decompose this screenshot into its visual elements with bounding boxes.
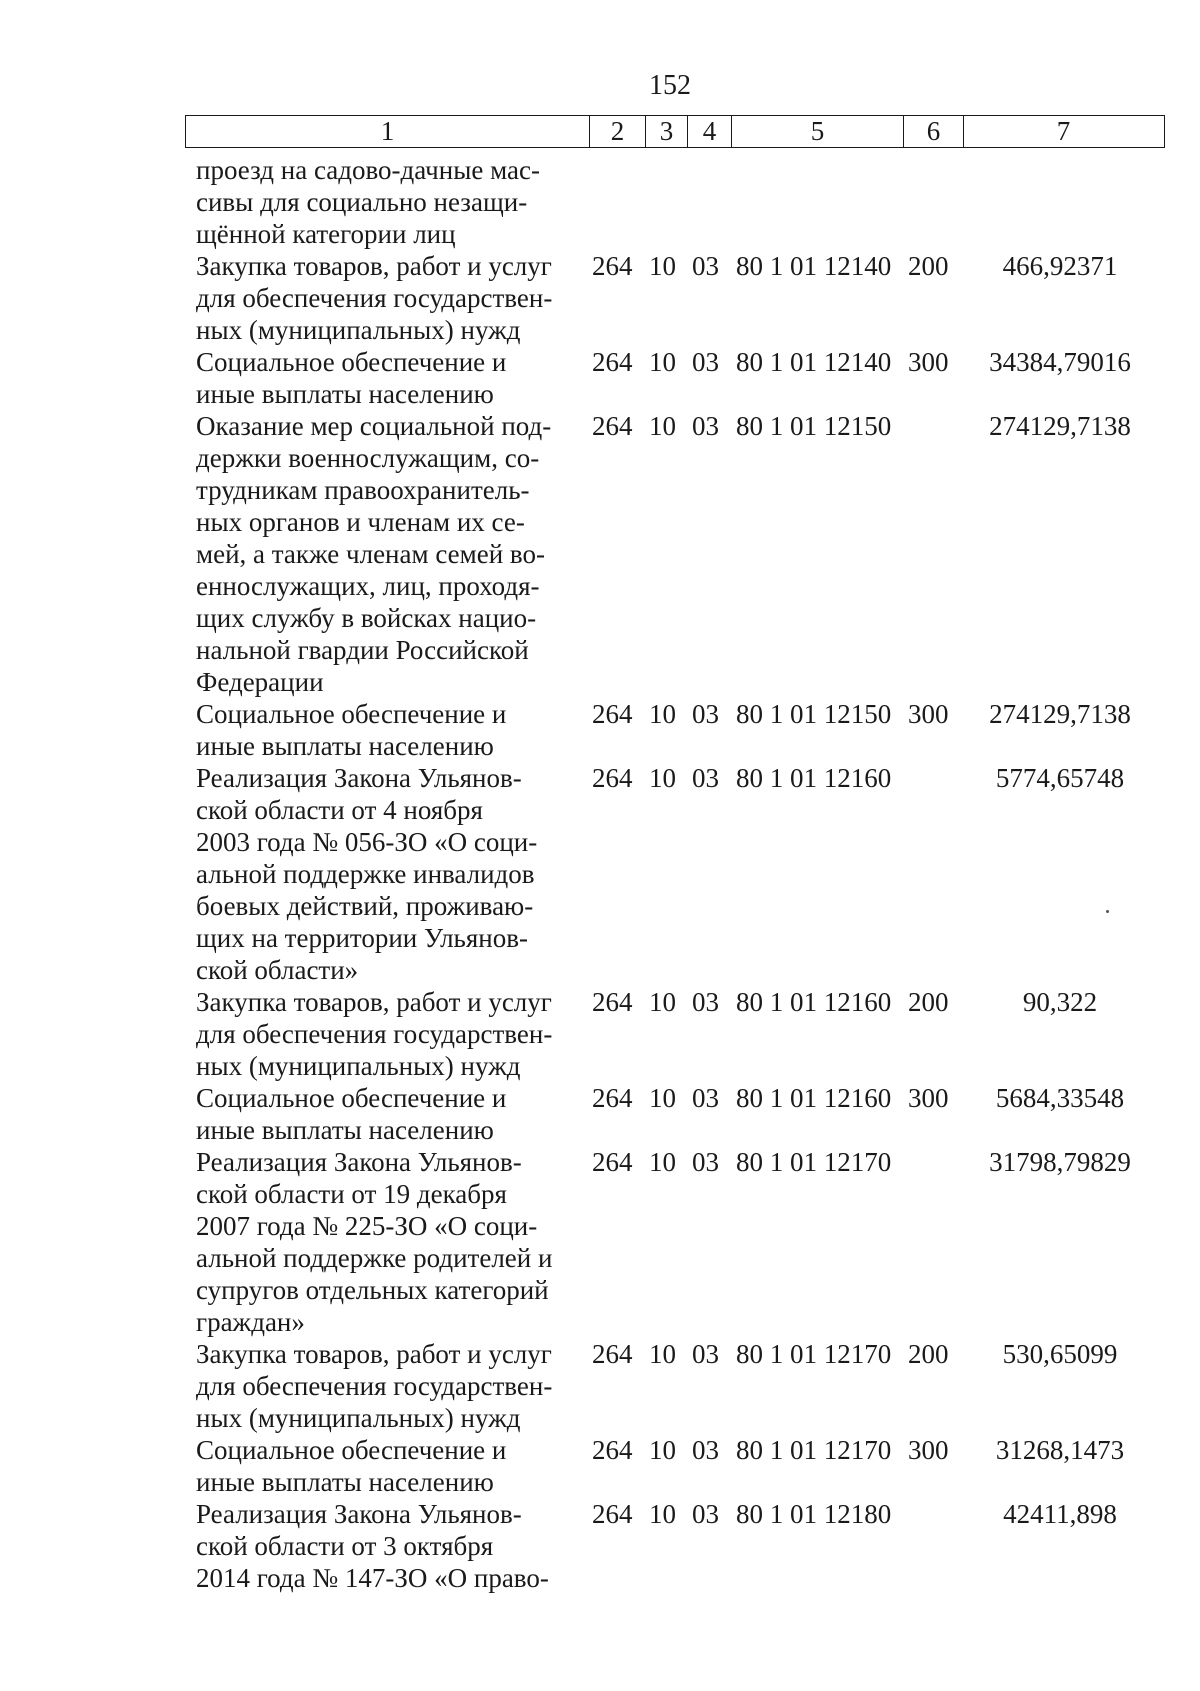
table-row (0, 154, 1200, 250)
row-code-subsection: 03 (692, 987, 719, 1017)
row-amount: 90,322 (1022, 987, 1098, 1017)
table-row (0, 762, 1200, 986)
row-description: Реализация Закона Ульянов- ской области от 3 октября 2014 года № 147-ЗО «О право- (196, 1499, 549, 1593)
row-code-target: 80 1 01 12170 (736, 1435, 892, 1465)
row-amount: 34384,79016 (989, 347, 1131, 377)
table-row (0, 1338, 1200, 1434)
row-code-subsection: 03 (692, 699, 719, 729)
row-code-section: 10 (649, 411, 676, 441)
budget-table-body (0, 154, 1200, 1594)
row-amount: 274129,7138 (989, 699, 1131, 729)
column-header-3: 3 (645, 116, 687, 147)
row-code-section: 10 (649, 699, 676, 729)
row-code-admin: 264 (592, 987, 633, 1017)
table-row (0, 250, 1200, 346)
row-code-subsection: 03 (692, 411, 719, 441)
row-code-admin: 264 (592, 251, 633, 281)
row-amount: 5684,33548 (995, 1083, 1125, 1113)
table-row (0, 698, 1200, 762)
row-code-subsection: 03 (692, 1083, 719, 1113)
row-amount: 5774,65748 (995, 763, 1125, 793)
row-code-admin: 264 (592, 1339, 633, 1369)
table-row (0, 986, 1200, 1082)
row-code-section: 10 (649, 1339, 676, 1369)
row-code-target: 80 1 01 12160 (736, 1083, 892, 1113)
table-row (0, 346, 1200, 410)
row-code-expense-type: 200 (908, 251, 949, 281)
row-code-target: 80 1 01 12180 (736, 1499, 892, 1529)
row-code-admin: 264 (592, 1499, 633, 1529)
table-row (0, 1082, 1200, 1146)
row-code-subsection: 03 (692, 763, 719, 793)
row-code-admin: 264 (592, 1147, 633, 1177)
row-amount: 42411,898 (1003, 1499, 1117, 1529)
scan-speck (1106, 910, 1109, 913)
row-description: Закупка товаров, работ и услуг для обеспечения государствен- ных (муниципальных) нужд (196, 251, 553, 345)
row-code-target: 80 1 01 12160 (736, 987, 892, 1017)
row-code-target: 80 1 01 12170 (736, 1339, 892, 1369)
row-code-expense-type: 200 (908, 987, 949, 1017)
row-code-section: 10 (649, 763, 676, 793)
row-code-expense-type: 200 (908, 1339, 949, 1369)
table-row (0, 1146, 1200, 1338)
row-code-target: 80 1 01 12140 (736, 347, 892, 377)
row-description: Социальное обеспечение и иные выплаты населению (196, 347, 507, 409)
row-code-subsection: 03 (692, 1435, 719, 1465)
row-code-target: 80 1 01 12150 (736, 699, 892, 729)
row-description: Закупка товаров, работ и услуг для обеспечения государствен- ных (муниципальных) нужд (196, 1339, 553, 1433)
column-header-2: 2 (589, 116, 645, 147)
row-code-expense-type: 300 (908, 347, 949, 377)
row-code-expense-type: 300 (908, 1435, 949, 1465)
column-header-1: 1 (380, 116, 395, 146)
row-amount: 466,92371 (1002, 251, 1118, 281)
row-code-section: 10 (649, 1083, 676, 1113)
row-description: Закупка товаров, работ и услуг для обеспечения государствен- ных (муниципальных) нужд (196, 987, 553, 1081)
row-code-section: 10 (649, 1435, 676, 1465)
row-code-section: 10 (649, 1147, 676, 1177)
table-row (0, 1434, 1200, 1498)
row-description: Реализация Закона Ульянов- ской области от 19 декабря 2007 года № 225-ЗО «О соци- альной поддержке родителей и супругов отдельных категорий граждан» (196, 1147, 553, 1337)
row-code-section: 10 (649, 251, 676, 281)
row-code-expense-type: 300 (908, 699, 949, 729)
row-code-admin: 264 (592, 411, 633, 441)
row-code-admin: 264 (592, 1435, 633, 1465)
row-code-subsection: 03 (692, 347, 719, 377)
column-header-6: 6 (903, 116, 963, 147)
table-row (0, 1498, 1200, 1594)
row-code-admin: 264 (592, 763, 633, 793)
row-code-section: 10 (649, 987, 676, 1017)
row-code-target: 80 1 01 12150 (736, 411, 892, 441)
row-description: проезд на садово-дачные мас- сивы для социально незащи- щённой категории лиц (196, 155, 540, 249)
row-description: Социальное обеспечение и иные выплаты населению (196, 1435, 507, 1497)
column-header-4: 4 (687, 116, 731, 147)
column-header-7: 7 (963, 116, 1163, 147)
row-amount: 31268,1473 (995, 1435, 1125, 1465)
row-code-section: 10 (649, 347, 676, 377)
row-amount: 31798,79829 (989, 1147, 1131, 1177)
column-header-row (185, 115, 1165, 148)
row-code-subsection: 03 (692, 1499, 719, 1529)
row-code-target: 80 1 01 12160 (736, 763, 892, 793)
row-code-admin: 264 (592, 1083, 633, 1113)
row-code-section: 10 (649, 1499, 676, 1529)
row-code-subsection: 03 (692, 1339, 719, 1369)
row-description: Социальное обеспечение и иные выплаты населению (196, 1083, 507, 1145)
row-code-admin: 264 (592, 699, 633, 729)
row-code-target: 80 1 01 12140 (736, 251, 892, 281)
row-code-target: 80 1 01 12170 (736, 1147, 892, 1177)
row-description: Реализация Закона Ульянов- ской области от 4 ноября 2003 года № 056-ЗО «О соци- альной поддержке инвалидов боевых действий, проживаю- щих на территории Ульянов- ской области» (196, 763, 538, 985)
row-description: Социальное обеспечение и иные выплаты населению (196, 699, 507, 761)
row-amount: 274129,7138 (989, 411, 1131, 441)
table-row (0, 410, 1200, 698)
page-number: 152 (649, 70, 691, 101)
row-code-subsection: 03 (692, 1147, 719, 1177)
row-code-expense-type: 300 (908, 1083, 949, 1113)
row-code-subsection: 03 (692, 251, 719, 281)
row-amount: 530,65099 (1002, 1339, 1118, 1369)
row-description: Оказание мер социальной под- держки военнослужащим, со- трудникам правоохранитель- ных органов и членам их се- мей, а также членам семей во- еннослужащих, лиц, проходя- щих службу в войсках нацио- нальной гвардии Российской Федерации (196, 411, 552, 697)
row-code-admin: 264 (592, 347, 633, 377)
column-header-5: 5 (731, 116, 903, 147)
